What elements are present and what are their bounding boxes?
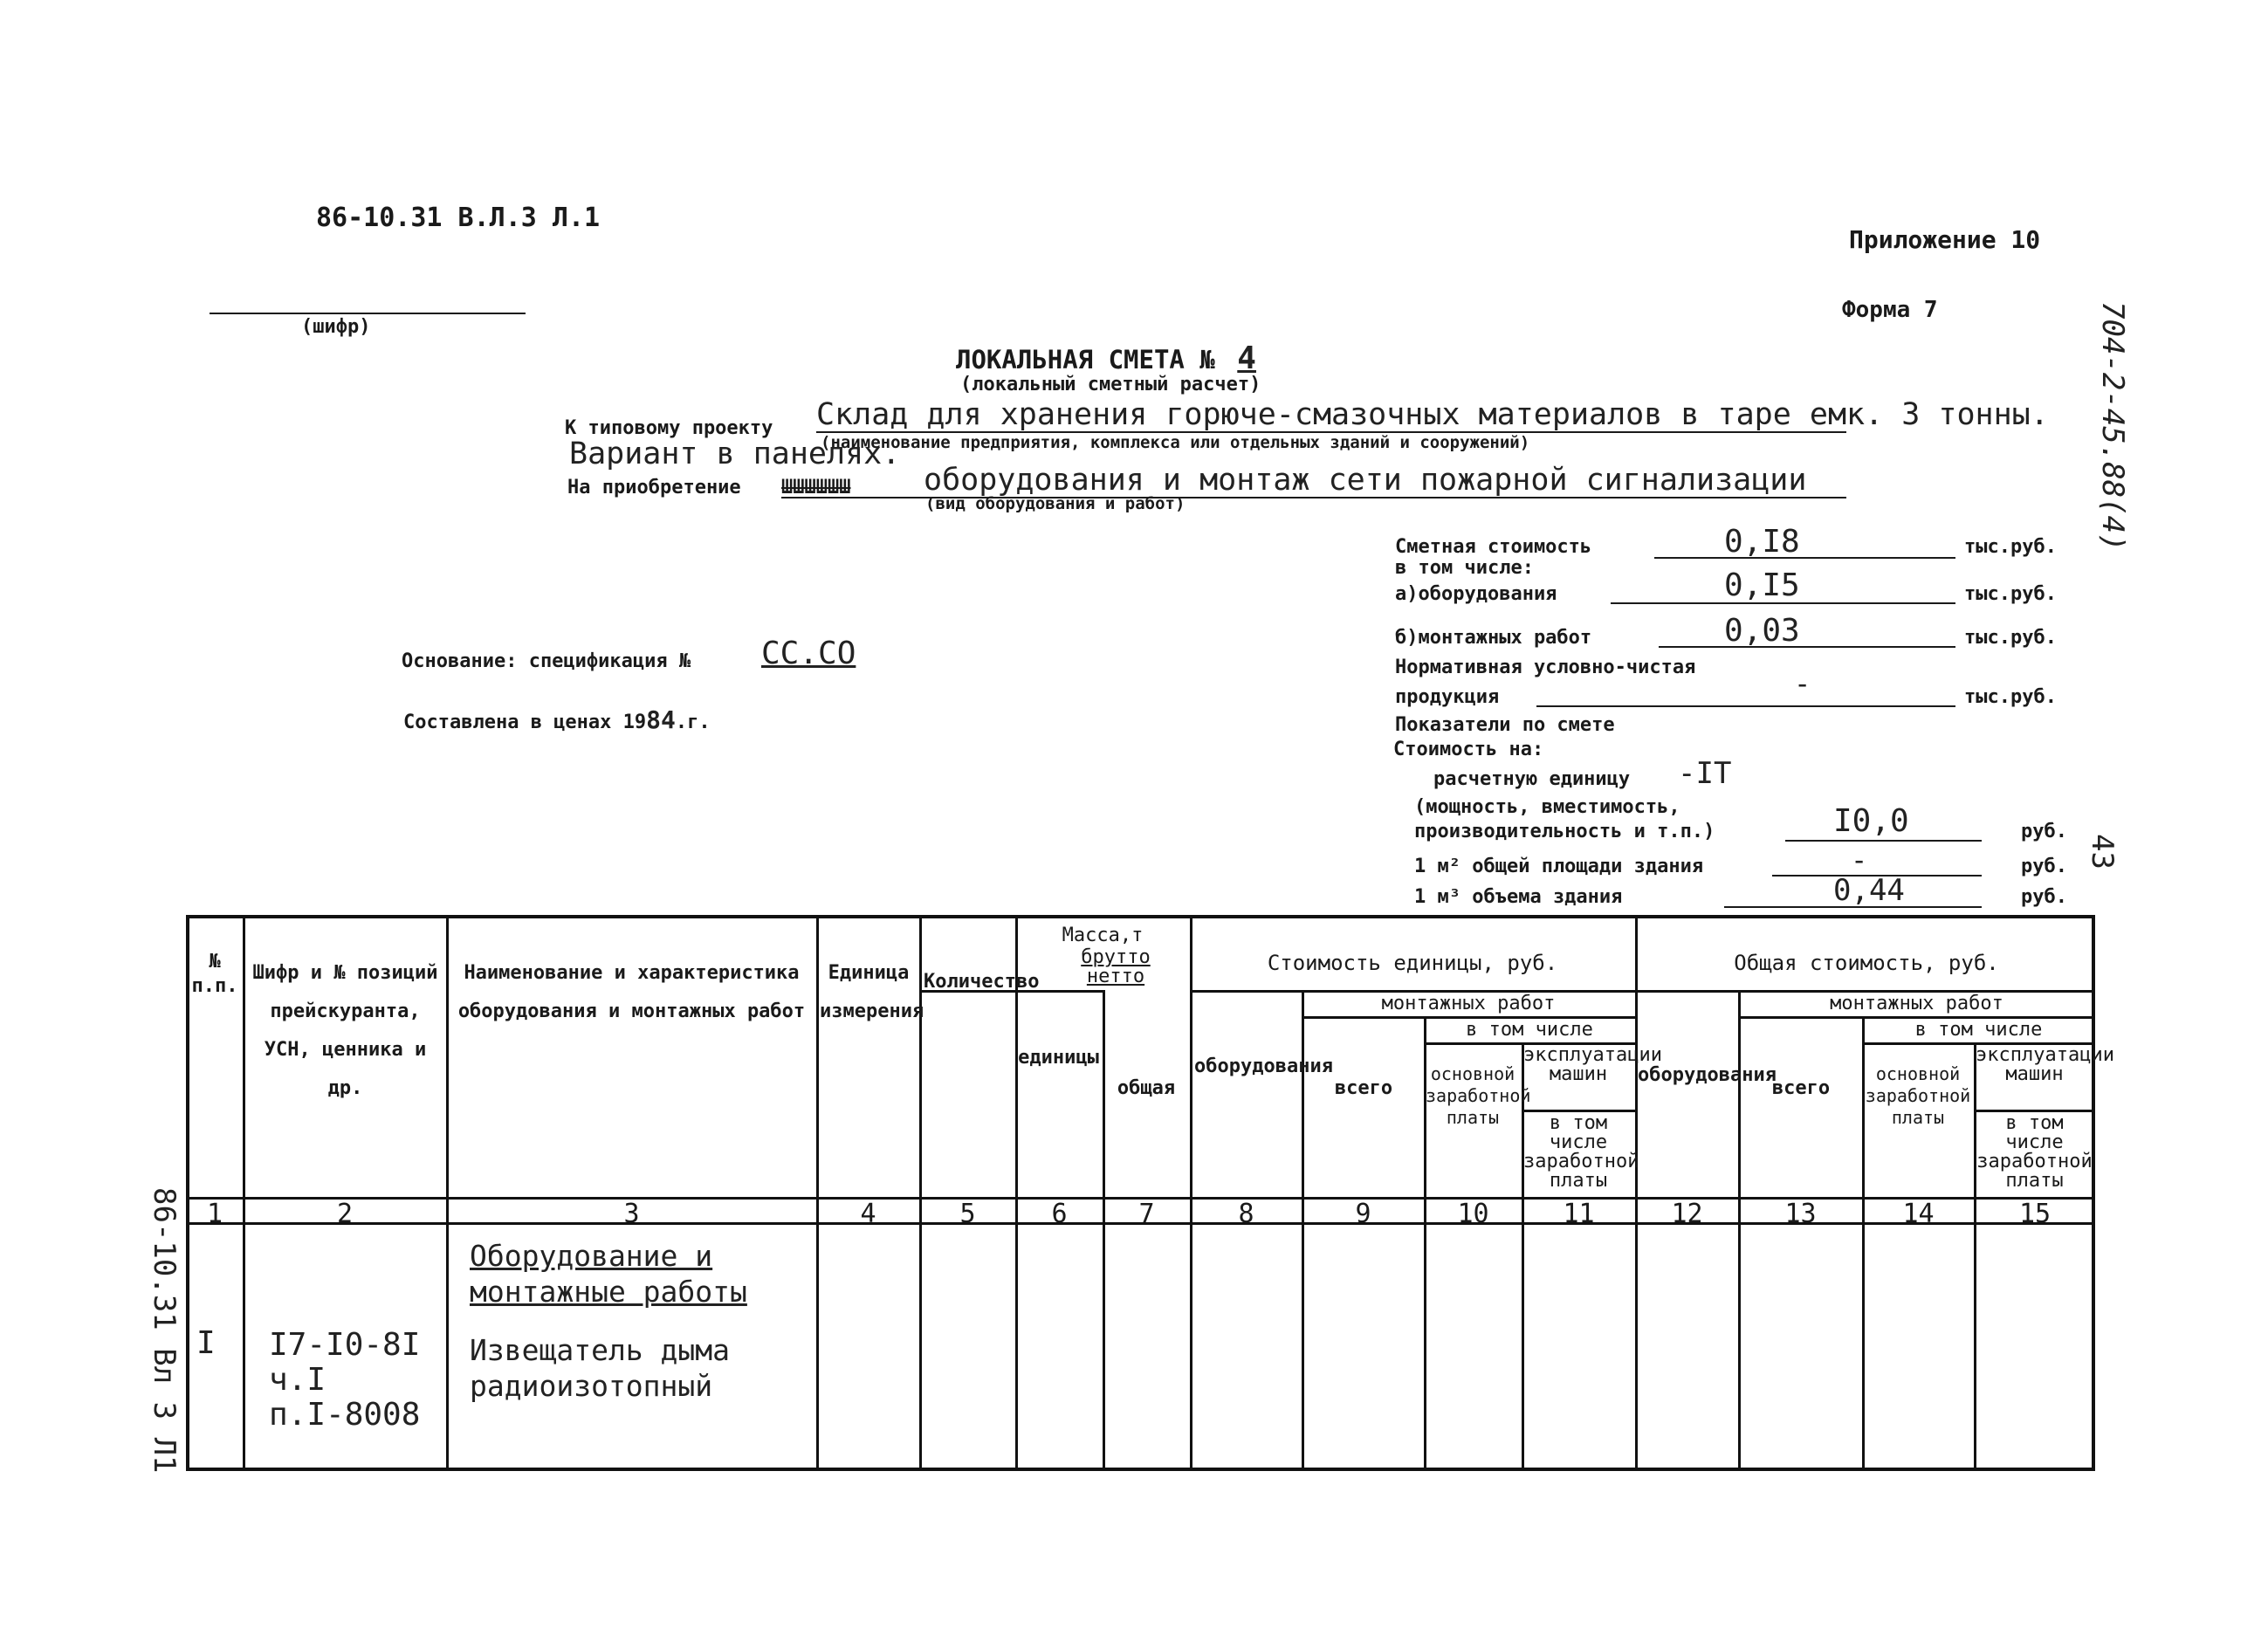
purchase-label: На приобретение <box>567 477 741 498</box>
volume-value: 0,44 <box>1833 873 1905 908</box>
header-mounting: монтажных работ <box>1381 993 1556 1014</box>
col-number: 11 <box>1563 1199 1595 1229</box>
volume-label: 1 м³ объема здания <box>1414 886 1623 908</box>
calc-unit-label: расчетную единицу <box>1433 768 1631 790</box>
capacity-line <box>1785 840 1982 842</box>
col-divider <box>446 915 449 1471</box>
header-mass: Масса,т <box>1062 925 1144 946</box>
col-number: 15 <box>2018 1199 2052 1229</box>
equipment-cost-label: а)оборудования <box>1395 583 1557 605</box>
header-incl-2: в том числе <box>1914 1019 2043 1041</box>
equipment-cost-value: 0,I5 <box>1724 567 1800 603</box>
volume-unit: руб. <box>2021 886 2067 908</box>
col-divider <box>1015 915 1018 1471</box>
side-project-code: 704-2-45.88(4) <box>2095 301 2130 552</box>
estimate-title-text: ЛОКАЛЬНАЯ СМЕТА № <box>956 345 1215 375</box>
col-number: 12 <box>1671 1199 1703 1229</box>
area-value: - <box>1851 843 1868 877</box>
mounting-cost-unit: тыс.руб. <box>1964 627 2057 649</box>
row-section: Оборудование и монтажные работы <box>470 1239 747 1310</box>
header-cipher: Шифр и № позиций прейскуранта, УСН, ценника и др. <box>252 962 438 1099</box>
header-num: № п.п. <box>191 951 238 997</box>
header-quantity: Количество <box>924 971 1040 993</box>
form-label: Форма 7 <box>1842 297 1938 323</box>
col-number: 2 <box>336 1199 354 1229</box>
col-number: 8 <box>1238 1199 1254 1229</box>
header-machines: эксплуатации машин <box>1523 1044 1662 1085</box>
page-number: 43 <box>2085 834 2120 870</box>
purchase-value: оборудования и монтаж сети пожарной сигнализации <box>924 463 1807 498</box>
col-divider <box>1974 1042 1976 1471</box>
project-variant: Вариант в панелях. <box>569 437 901 471</box>
col-number: 9 <box>1355 1199 1371 1229</box>
normative-label-2: продукция <box>1395 686 1500 708</box>
col-number: 1 <box>206 1199 223 1229</box>
col-number: 6 <box>1051 1199 1068 1229</box>
col-number: 13 <box>1784 1199 1817 1229</box>
col-number: 14 <box>1902 1199 1935 1229</box>
estimate-number: 4 <box>1237 340 1256 376</box>
margin-code: 86-10.31 Вл 3 Л1 <box>147 1187 182 1474</box>
purchase-struck: ШШШШШШ <box>781 477 851 498</box>
header-basic-wage-2: основной заработной платы <box>1865 1063 1971 1128</box>
col-number: 4 <box>860 1199 876 1229</box>
normative-unit: тыс.руб. <box>1964 686 2057 708</box>
normative-line <box>1536 705 1955 707</box>
header-mounting-2: монтажных работ <box>1830 993 2003 1014</box>
project-caption: (наименование предприятия, комплекса или отдельных зданий и сооружений) <box>821 433 1530 452</box>
header-equipment-2: оборудования <box>1638 1064 1777 1086</box>
cipher-line <box>210 313 526 314</box>
header-name: Наименование и характеристика оборудования и монтажных работ <box>457 962 806 1022</box>
prices-label: Составлена в ценах 19 <box>403 712 647 733</box>
purchase-caption: (вид оборудования и работ) <box>925 494 1186 513</box>
header-basic-wage: основной заработной платы <box>1426 1063 1531 1128</box>
header-incl: в том числе <box>1466 1019 1593 1041</box>
calc-unit-value: -IТ <box>1678 756 1732 791</box>
row-cipher-2: ч.I <box>269 1362 326 1398</box>
mounting-cost-label: б)монтажных работ <box>1395 627 1592 649</box>
appendix-label: Приложение 10 <box>1849 225 2041 254</box>
volume-line <box>1724 906 1982 908</box>
col-divider <box>1103 990 1105 1471</box>
capacity-label-1: (мощность, вместимость, <box>1414 796 1680 818</box>
area-unit: руб. <box>2021 856 2067 877</box>
header-equipment: оборудования <box>1194 1055 1333 1077</box>
col-divider <box>1522 1042 1524 1471</box>
equipment-cost-line <box>1611 602 1955 604</box>
capacity-unit: руб. <box>2021 821 2067 842</box>
normative-label-1: Нормативная условно-чистая <box>1395 657 1696 678</box>
col-number: 5 <box>959 1199 976 1229</box>
row-num: I <box>196 1325 216 1361</box>
row-cipher-3: п.I-8008 <box>269 1397 421 1433</box>
header-total-cost: Общая стоимость, руб. <box>1734 951 1999 975</box>
col-divider <box>919 915 922 1471</box>
col-divider <box>243 915 245 1471</box>
prices-line <box>403 705 711 734</box>
cipher-caption: (шифр) <box>301 316 371 338</box>
row-name: Извещатель дыма радиоизотопный <box>470 1333 731 1404</box>
indicators-label: Показатели по смете <box>1395 714 1615 736</box>
estimate-table <box>186 915 2114 1471</box>
estimated-cost-line <box>1654 557 1955 559</box>
col-divider <box>1190 915 1192 1471</box>
normative-value: - <box>1794 667 1811 700</box>
including-label: в том числе: <box>1395 557 1534 579</box>
header-machines-wage: в том числе заработной платы <box>1523 1112 1639 1192</box>
capacity-label-2: производительность и т.п.) <box>1414 821 1715 842</box>
mounting-cost-value: 0,03 <box>1724 613 1800 649</box>
doc-code: 86-10.31 В.Л.3 Л.1 <box>316 203 601 233</box>
col-divider <box>816 915 819 1471</box>
col-number: 10 <box>1457 1199 1489 1229</box>
header-mass-total: общая <box>1117 1077 1176 1099</box>
mounting-cost-line <box>1659 646 1955 648</box>
project-label: К типовому проекту <box>565 417 773 439</box>
capacity-value: I0,0 <box>1833 803 1909 839</box>
col-number: 3 <box>623 1199 640 1229</box>
header-unit-cost: Стоимость единицы, руб. <box>1267 951 1558 975</box>
header-total-2: всего <box>1771 1077 1831 1099</box>
area-label: 1 м² общей площади здания <box>1414 856 1704 877</box>
col-number: 7 <box>1138 1199 1155 1229</box>
prices-year: 84 <box>646 705 676 734</box>
header-mass-sub: брутто нетто <box>1081 946 1151 987</box>
header-total: всего <box>1334 1077 1393 1099</box>
col-divider <box>1635 915 1638 1471</box>
prices-suffix: .г. <box>675 712 711 733</box>
estimated-cost-unit: тыс.руб. <box>1964 536 2057 558</box>
col-divider <box>1738 990 1741 1471</box>
row-cipher-1: I7-I0-8I <box>269 1327 421 1363</box>
basis-label: Основание: спецификация № <box>402 650 691 672</box>
estimated-cost-label: Сметная стоимость <box>1395 536 1592 558</box>
cost-per-label: Стоимость на: <box>1393 739 1544 760</box>
header-machines-wage-2: в том числе заработной платы <box>1976 1112 2093 1192</box>
estimate-subtitle: (локальный сметный расчет) <box>960 374 1261 395</box>
project-value: Склад для хранения горюче-смазочных материалов в таре емк. 3 тонны. <box>816 397 2049 432</box>
header-unit: Единица измерения <box>820 962 924 1022</box>
estimated-cost-value: 0,I8 <box>1724 524 1800 560</box>
equipment-cost-unit: тыс.руб. <box>1964 583 2057 605</box>
header-machines-2: эксплуатации машин <box>1976 1044 2114 1085</box>
header-mass-unit: единицы <box>1018 1047 1099 1069</box>
basis-value: СС.СО <box>761 636 856 671</box>
estimate-title <box>956 340 1256 376</box>
